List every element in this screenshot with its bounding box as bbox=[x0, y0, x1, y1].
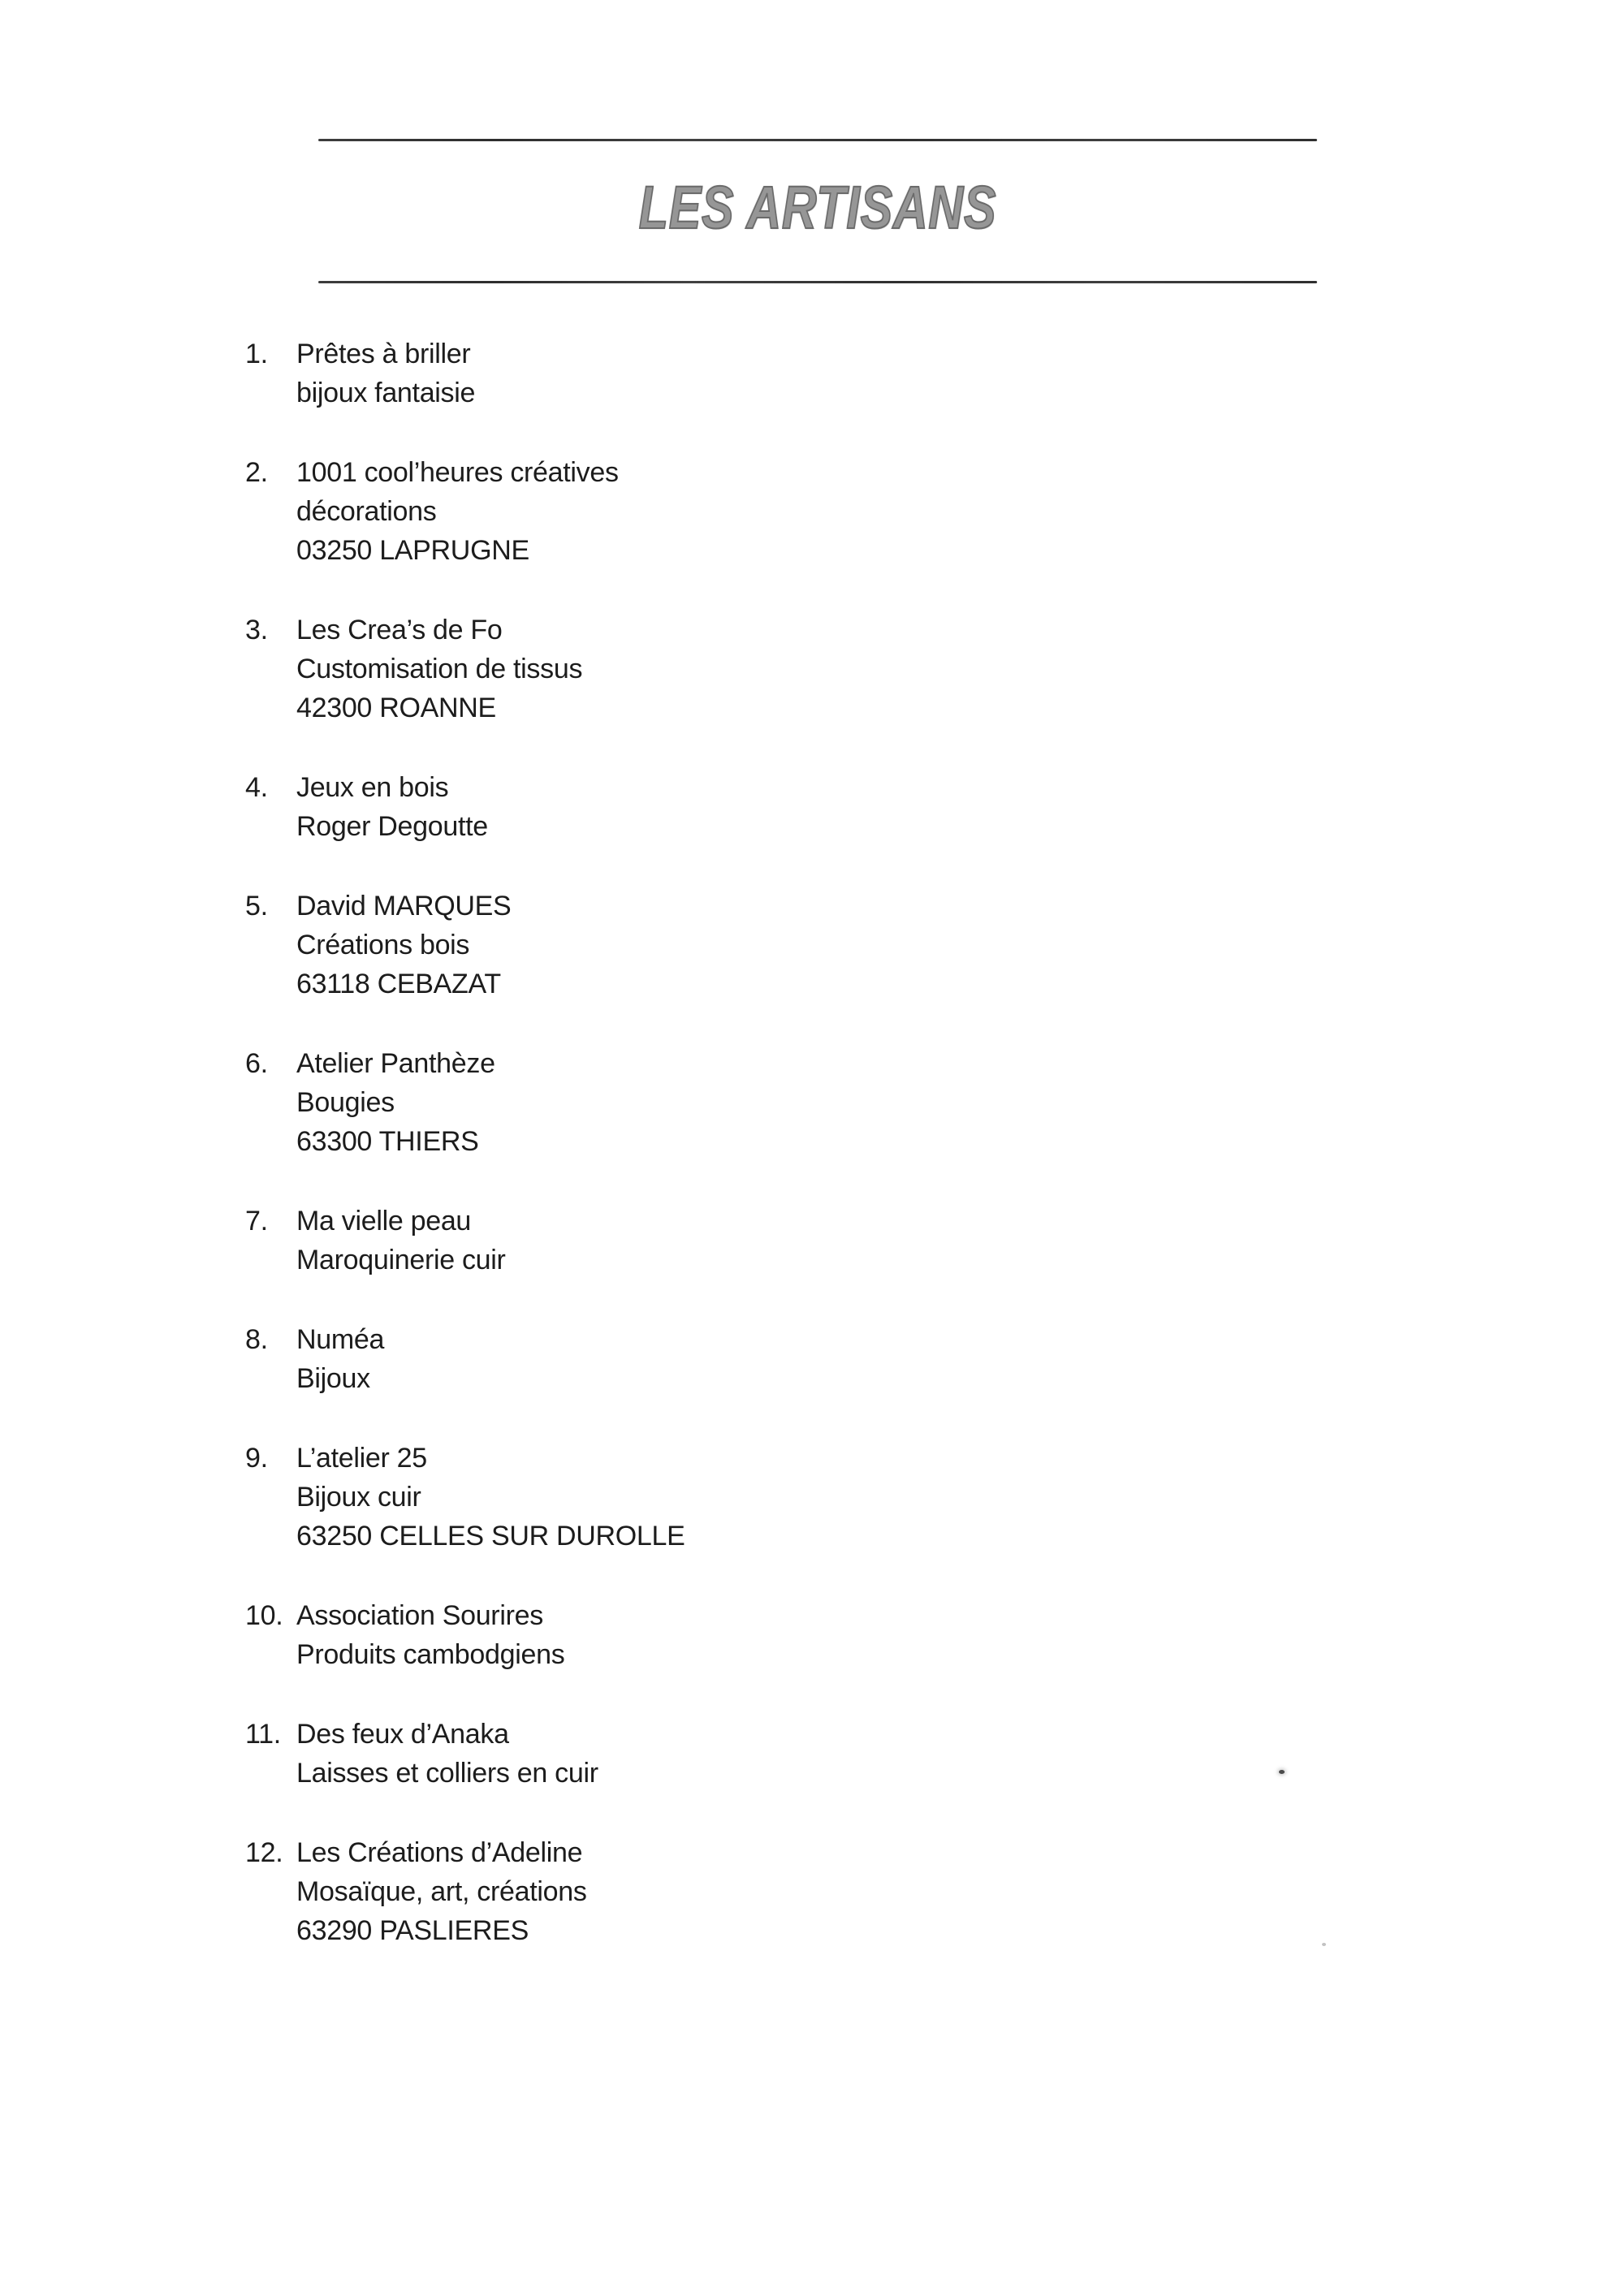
title-rule-bottom bbox=[318, 281, 1317, 283]
item-line: 03250 LAPRUGNE bbox=[296, 535, 529, 566]
item-line: Les Crea’s de Fo bbox=[296, 615, 503, 645]
list-item bbox=[245, 1044, 1382, 1161]
scan-speck bbox=[1279, 1770, 1285, 1774]
item-lines bbox=[296, 1715, 1382, 1793]
item-line: 1001 cool’heures créatives bbox=[296, 457, 619, 488]
item-lines bbox=[296, 1320, 1382, 1398]
item-line: Produits cambodgiens bbox=[296, 1639, 565, 1670]
item-line: décorations bbox=[296, 496, 437, 527]
item-line: 63290 PASLIERES bbox=[296, 1915, 529, 1946]
item-number: 9. bbox=[245, 1443, 268, 1474]
item-line: Laisses et colliers en cuir bbox=[296, 1758, 598, 1789]
item-number: 11. bbox=[245, 1719, 281, 1750]
item-line: 63118 CEBAZAT bbox=[296, 969, 501, 999]
item-number: 4. bbox=[245, 772, 268, 803]
list-item bbox=[245, 1202, 1382, 1280]
item-line: Association Sourires bbox=[296, 1600, 543, 1631]
item-number: 2. bbox=[245, 457, 268, 488]
item-line: Customisation de tissus bbox=[296, 654, 583, 684]
list-item bbox=[245, 1833, 1382, 1950]
page-title: LES ARTISANS bbox=[638, 174, 997, 241]
list-item bbox=[245, 1715, 1382, 1793]
item-number: 12. bbox=[245, 1837, 283, 1868]
item-line: Mosaïque, art, créations bbox=[296, 1876, 587, 1907]
scan-speck bbox=[1322, 1943, 1326, 1946]
item-line: Bijoux bbox=[296, 1363, 370, 1394]
item-lines bbox=[296, 768, 1382, 846]
item-lines bbox=[296, 1202, 1382, 1280]
item-lines bbox=[296, 1596, 1382, 1674]
item-line: Roger Degoutte bbox=[296, 811, 488, 842]
item-line: Créations bois bbox=[296, 930, 470, 960]
item-lines bbox=[296, 887, 1382, 1003]
list-item bbox=[245, 1439, 1382, 1556]
item-line: Atelier Panthèze bbox=[296, 1048, 495, 1079]
item-number: 5. bbox=[245, 891, 268, 921]
item-line: David MARQUES bbox=[296, 891, 512, 921]
item-number: 3. bbox=[245, 615, 268, 645]
item-line: Bijoux cuir bbox=[296, 1482, 421, 1513]
list-item bbox=[245, 334, 1382, 412]
item-lines bbox=[296, 1044, 1382, 1161]
list-item bbox=[245, 1596, 1382, 1674]
item-line: Numéa bbox=[296, 1324, 385, 1355]
item-lines bbox=[296, 611, 1382, 727]
item-line: 63300 THIERS bbox=[296, 1126, 479, 1157]
item-lines bbox=[296, 1439, 1382, 1556]
item-lines bbox=[296, 334, 1382, 412]
list-item bbox=[245, 1320, 1382, 1398]
item-line: bijoux fantaisie bbox=[296, 378, 476, 408]
item-line: 42300 ROANNE bbox=[296, 693, 496, 723]
item-line: 63250 CELLES SUR DUROLLE bbox=[296, 1521, 685, 1552]
item-line: Ma vielle peau bbox=[296, 1206, 472, 1236]
list-item bbox=[245, 453, 1382, 570]
item-line: L’atelier 25 bbox=[296, 1443, 427, 1474]
list-item bbox=[245, 768, 1382, 846]
item-lines bbox=[296, 1833, 1382, 1950]
item-number: 7. bbox=[245, 1206, 268, 1236]
item-line: Bougies bbox=[296, 1087, 395, 1118]
item-lines bbox=[296, 453, 1382, 570]
item-line: Les Créations d’Adeline bbox=[296, 1837, 583, 1868]
item-line: Des feux d’Anaka bbox=[296, 1719, 509, 1750]
item-number: 6. bbox=[245, 1048, 268, 1079]
artisan-list bbox=[245, 334, 1382, 1991]
list-item bbox=[245, 887, 1382, 1003]
item-number: 1. bbox=[245, 339, 268, 369]
item-number: 10. bbox=[245, 1600, 283, 1631]
item-line: Jeux en bois bbox=[296, 772, 449, 803]
item-line: Prêtes à briller bbox=[296, 339, 471, 369]
title-rule-top bbox=[318, 139, 1317, 141]
item-number: 8. bbox=[245, 1324, 268, 1355]
list-item bbox=[245, 611, 1382, 727]
item-line: Maroquinerie cuir bbox=[296, 1245, 506, 1275]
